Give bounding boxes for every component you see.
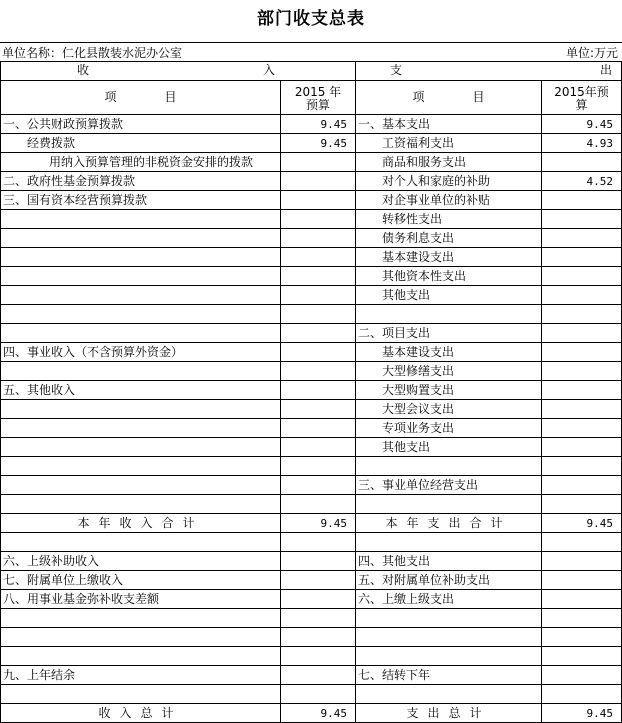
expense-amount-cell — [542, 590, 622, 609]
expense-amount-cell — [542, 552, 622, 571]
income-amount-cell: 9.45 — [281, 115, 356, 134]
expense-item-cell: 其他支出 — [356, 286, 542, 305]
income-amount-cell — [281, 419, 356, 438]
income-amount-cell — [281, 609, 356, 628]
expense-amount-cell — [542, 457, 622, 476]
expense-amount-cell — [542, 666, 622, 685]
expense-amount-cell: 9.45 — [542, 704, 622, 723]
expense-item-cell: 专项业务支出 — [356, 419, 542, 438]
expense-item-cell — [356, 305, 542, 324]
expense-item-cell: 六、上缴上级支出 — [356, 590, 542, 609]
income-amount-cell — [281, 400, 356, 419]
income-amount-cell — [281, 457, 356, 476]
table-row — [1, 305, 622, 324]
expense-item-cell: 三、事业单位经营支出 — [356, 476, 542, 495]
expense-item-cell: 四、其他支出 — [356, 552, 542, 571]
expense-item-cell: 基本建设支出 — [356, 343, 542, 362]
expense-item-cell — [356, 457, 542, 476]
table-row — [1, 704, 622, 723]
income-item-cell — [1, 628, 281, 647]
expense-amount-cell — [542, 229, 622, 248]
income-item-cell — [1, 305, 281, 324]
table-row — [1, 590, 622, 609]
expense-item-cell: 五、对附属单位补助支出 — [356, 571, 542, 590]
income-item-cell: 收入总计 — [1, 704, 281, 723]
expense-item-cell: 大型修缮支出 — [356, 362, 542, 381]
expense-amount-cell — [542, 685, 622, 704]
income-item-cell — [1, 248, 281, 267]
column-header-row — [1, 81, 622, 115]
expense-item-cell: 大型会议支出 — [356, 400, 542, 419]
table-row — [1, 514, 622, 533]
income-item-cell — [1, 362, 281, 381]
unit-name — [2, 44, 182, 61]
expense-amount-cell — [542, 419, 622, 438]
expense-item-cell: 对个人和家庭的补助 — [356, 172, 542, 191]
income-amount-cell — [281, 495, 356, 514]
income-item-cell — [1, 210, 281, 229]
expense-item-cell — [356, 647, 542, 666]
income-year-bottom: 预算 — [305, 97, 330, 112]
expense-item-cell: 其他资本性支出 — [356, 267, 542, 286]
expense-amount-cell — [542, 381, 622, 400]
income-item-cell — [1, 267, 281, 286]
income-amount-cell — [281, 590, 356, 609]
income-item-cell — [1, 438, 281, 457]
expense-amount-cell — [542, 476, 622, 495]
income-amount-cell — [281, 324, 356, 343]
income-item-cell — [1, 324, 281, 343]
expense-item-cell: 转移性支出 — [356, 210, 542, 229]
income-item-cell — [1, 286, 281, 305]
table-row — [1, 115, 622, 134]
income-amount-cell — [281, 571, 356, 590]
income-item-cell: 二、政府性基金预算拨款 — [1, 172, 281, 191]
unit-info-row — [0, 42, 622, 61]
income-amount-cell — [281, 476, 356, 495]
expense-header-right: 出 — [600, 63, 613, 77]
expense-item-cell: 其他支出 — [356, 438, 542, 457]
income-item-cell: 九、上年结余 — [1, 666, 281, 685]
expense-amount-cell — [542, 628, 622, 647]
table-row — [1, 210, 622, 229]
income-item-cell: 四、事业收入（不含预算外资金） — [1, 343, 281, 362]
section-header-row — [1, 62, 622, 81]
expense-year-header — [542, 81, 622, 115]
income-amount-cell — [281, 343, 356, 362]
expense-item-cell: 七、结转下年 — [356, 666, 542, 685]
income-amount-cell — [281, 172, 356, 191]
income-section-header — [1, 62, 356, 81]
expense-amount-cell — [542, 609, 622, 628]
income-item-cell: 本年收入合计 — [1, 514, 281, 533]
expense-item-header: 项 目 — [356, 81, 542, 115]
table-row — [1, 172, 622, 191]
income-amount-cell — [281, 552, 356, 571]
income-item-cell — [1, 533, 281, 552]
expense-amount-cell — [542, 343, 622, 362]
income-item-cell: 用纳入预算管理的非税资金安排的拨款 — [1, 153, 281, 172]
expense-item-cell: 大型购置支出 — [356, 381, 542, 400]
income-item-cell — [1, 495, 281, 514]
expense-amount-cell — [542, 495, 622, 514]
expense-year-top: 2015年预 — [554, 84, 609, 99]
table-row — [1, 438, 622, 457]
expense-item-cell: 工资福利支出 — [356, 134, 542, 153]
expense-amount-cell — [542, 267, 622, 286]
expense-amount-cell — [542, 400, 622, 419]
table-row — [1, 362, 622, 381]
expense-amount-cell — [542, 153, 622, 172]
table-row — [1, 191, 622, 210]
income-amount-cell — [281, 191, 356, 210]
expense-item-cell: 债务利息支出 — [356, 229, 542, 248]
income-item-cell — [1, 229, 281, 248]
income-item-cell — [1, 419, 281, 438]
income-amount-cell — [281, 267, 356, 286]
income-amount-cell — [281, 381, 356, 400]
expense-amount-cell — [542, 248, 622, 267]
expense-amount-cell — [542, 324, 622, 343]
expense-amount-cell: 9.45 — [542, 115, 622, 134]
income-item-cell — [1, 647, 281, 666]
expense-amount-cell — [542, 362, 622, 381]
income-item-cell — [1, 609, 281, 628]
table-row — [1, 419, 622, 438]
expense-item-cell: 对企事业单位的补贴 — [356, 191, 542, 210]
expense-amount-cell — [542, 571, 622, 590]
income-amount-cell — [281, 438, 356, 457]
expense-amount-cell — [542, 210, 622, 229]
expense-amount-cell — [542, 305, 622, 324]
income-item-cell: 六、上级补助收入 — [1, 552, 281, 571]
expense-item-cell: 基本建设支出 — [356, 248, 542, 267]
expense-year-bottom: 算 — [575, 97, 588, 112]
expense-amount-cell: 9.45 — [542, 514, 622, 533]
income-amount-cell — [281, 286, 356, 305]
budget-summary-table — [0, 61, 622, 723]
expense-amount-cell: 4.93 — [542, 134, 622, 153]
table-row — [1, 571, 622, 590]
table-row — [1, 229, 622, 248]
table-row — [1, 495, 622, 514]
income-item-cell — [1, 476, 281, 495]
table-row — [1, 267, 622, 286]
table-row — [1, 286, 622, 305]
income-header-right: 入 — [263, 63, 276, 77]
table-row — [1, 685, 622, 704]
expense-amount-cell — [542, 647, 622, 666]
expense-item-cell: 二、项目支出 — [356, 324, 542, 343]
top-rule — [0, 42, 622, 43]
income-amount-cell — [281, 210, 356, 229]
income-amount-cell — [281, 229, 356, 248]
page-title: 部门收支总表 — [257, 9, 365, 29]
table-row — [1, 628, 622, 647]
expense-amount-cell — [542, 533, 622, 552]
income-header-left: 收 — [77, 63, 90, 77]
expense-amount-cell — [542, 286, 622, 305]
income-item-cell — [1, 457, 281, 476]
expense-item-cell: 本年支出合计 — [356, 514, 542, 533]
expense-header-left: 支 — [390, 63, 403, 77]
table-row — [1, 400, 622, 419]
income-amount-cell — [281, 305, 356, 324]
expense-item-cell — [356, 628, 542, 647]
income-item-cell: 八、用事业基金弥补收支差额 — [1, 590, 281, 609]
expense-item-cell — [356, 495, 542, 514]
income-item-cell: 经费拨款 — [1, 134, 281, 153]
table-row — [1, 609, 622, 628]
income-amount-cell — [281, 153, 356, 172]
table-row — [1, 647, 622, 666]
income-item-cell — [1, 685, 281, 704]
income-amount-cell: 9.45 — [281, 704, 356, 723]
income-item-cell: 三、国有资本经营预算拨款 — [1, 191, 281, 210]
table-row — [1, 134, 622, 153]
expense-item-cell — [356, 685, 542, 704]
table-row — [1, 533, 622, 552]
income-item-cell: 七、附属单位上缴收入 — [1, 571, 281, 590]
table-row — [1, 343, 622, 362]
income-year-top: 2015 年 — [294, 84, 342, 99]
unit-name-label: 单位名称： — [2, 46, 63, 60]
income-amount-cell: 9.45 — [281, 514, 356, 533]
expense-amount-cell: 4.52 — [542, 172, 622, 191]
expense-item-cell — [356, 609, 542, 628]
table-row — [1, 457, 622, 476]
income-item-cell — [1, 400, 281, 419]
income-amount-cell: 9.45 — [281, 134, 356, 153]
expense-item-cell: 支出总计 — [356, 704, 542, 723]
income-amount-cell — [281, 533, 356, 552]
income-amount-cell — [281, 647, 356, 666]
expense-amount-cell — [542, 438, 622, 457]
income-amount-cell — [281, 685, 356, 704]
income-item-cell: 五、其他收入 — [1, 381, 281, 400]
expense-amount-cell — [542, 191, 622, 210]
income-item-cell: 一、公共财政预算拨款 — [1, 115, 281, 134]
table-row — [1, 324, 622, 343]
expense-section-header — [356, 62, 622, 81]
table-row — [1, 248, 622, 267]
income-year-header — [281, 81, 356, 115]
expense-item-cell: 一、基本支出 — [356, 115, 542, 134]
income-item-header: 项 目 — [1, 81, 281, 115]
table-row — [1, 666, 622, 685]
income-amount-cell — [281, 362, 356, 381]
income-amount-cell — [281, 248, 356, 267]
table-row — [1, 552, 622, 571]
table-row — [1, 381, 622, 400]
expense-item-cell — [356, 533, 542, 552]
expense-item-cell: 商品和服务支出 — [356, 153, 542, 172]
unit-measure: 单位:万元 — [565, 46, 618, 60]
income-amount-cell — [281, 666, 356, 685]
unit-name-value: 仁化县散装水泥办公室 — [62, 46, 183, 60]
table-row — [1, 153, 622, 172]
income-amount-cell — [281, 628, 356, 647]
table-row — [1, 476, 622, 495]
